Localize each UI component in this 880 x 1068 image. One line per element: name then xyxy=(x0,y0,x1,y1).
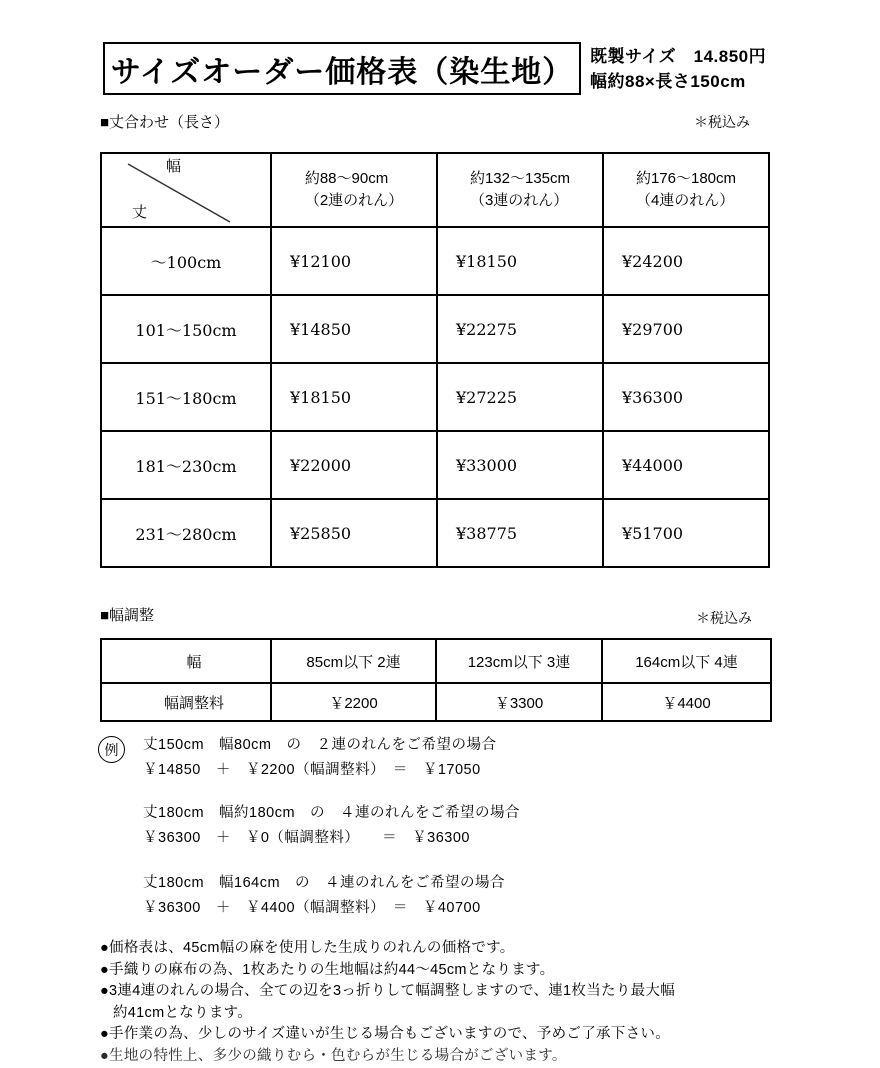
width-table-header-row xyxy=(101,639,771,683)
price-cell: ¥27225 xyxy=(437,363,603,431)
col-header-3panel xyxy=(437,153,603,227)
corner-width-label: 幅 xyxy=(166,158,182,175)
example-item xyxy=(143,733,496,783)
example-condition: 丈180cm 幅164cm の ４連のれんをご希望の場合 xyxy=(143,875,506,891)
ready-made-price: 既製サイズ 14.850円 xyxy=(590,47,767,66)
price-cell: ¥29700 xyxy=(603,295,769,363)
length-table-header-row xyxy=(101,153,769,227)
col-header-panels: （2連のれん） xyxy=(304,192,404,209)
price-cell: ¥24200 xyxy=(603,227,769,295)
note-line: ●手織りの麻布の為、1枚あたりの生地幅は約44～45cmとなります。 xyxy=(100,961,555,978)
row-label: 101～150cm xyxy=(101,295,271,363)
price-cell: ¥22000 xyxy=(271,431,437,499)
note-line-continuation: 約41cmとなります。 xyxy=(113,1004,253,1021)
width-fee-label: 幅調整料 xyxy=(101,683,271,721)
width-header-label: 幅 xyxy=(101,639,271,683)
diagonal-line xyxy=(102,154,268,226)
corner-length-label: 丈 xyxy=(132,204,148,221)
price-cell: ¥25850 xyxy=(271,499,437,567)
row-label: 151～180cm xyxy=(101,363,271,431)
col-header-4panel xyxy=(603,153,769,227)
price-cell: ¥18150 xyxy=(271,363,437,431)
tax-note-length: ＊税込み xyxy=(694,114,750,130)
notes-section xyxy=(100,938,676,1064)
tax-note-width: ＊税込み xyxy=(696,610,752,626)
col-header-panels: （3連のれん） xyxy=(469,192,569,209)
example-condition: 丈150cm 幅80cm の ２連のれんをご希望の場合 xyxy=(143,737,497,753)
price-cell: ¥18150 xyxy=(437,227,603,295)
price-cell: ¥22275 xyxy=(437,295,603,363)
col-header-range: 約132～135cm xyxy=(469,170,571,187)
row-label: ～100cm xyxy=(101,227,271,295)
example-calculation: ￥36300 ＋ ￥4400（幅調整料） ＝ ￥40700 xyxy=(143,900,481,916)
table-row xyxy=(101,363,769,431)
price-cell: ¥14850 xyxy=(271,295,437,363)
corner-cell xyxy=(101,153,271,227)
price-cell: ¥44000 xyxy=(603,431,769,499)
width-col-2panel: 85cm以下 2連 xyxy=(271,639,436,683)
price-cell: ¥12100 xyxy=(271,227,437,295)
ready-made-size: 幅約88×長さ150cm xyxy=(590,72,746,91)
price-cell: ¥51700 xyxy=(603,499,769,567)
note-line-clipped: ●生地の特性上、多少の織りむら・色むらが生じる場合がございます。 xyxy=(100,1047,567,1064)
width-fee-cell: ￥2200 xyxy=(271,683,436,721)
example-item xyxy=(143,871,505,921)
width-fee-cell: ￥3300 xyxy=(436,683,602,721)
example-condition: 丈180cm 幅約180cm の ４連のれんをご希望の場合 xyxy=(143,805,521,821)
col-header-2panel xyxy=(271,153,437,227)
price-cell: ¥33000 xyxy=(437,431,603,499)
price-cell: ¥38775 xyxy=(437,499,603,567)
note-line: ●価格表は、45cm幅の麻を使用した生成りのれんの価格です。 xyxy=(100,940,515,956)
table-row xyxy=(101,295,769,363)
example-item xyxy=(143,801,520,851)
row-label: 181～230cm xyxy=(101,431,271,499)
page-title: サイズオーダー価格表（染生地） xyxy=(110,55,574,89)
table-row xyxy=(101,227,769,295)
example-badge xyxy=(98,736,125,763)
ready-made-info xyxy=(590,44,766,94)
section-length-label: ■丈合わせ（長さ） xyxy=(100,114,230,131)
width-col-4panel: 164cm以下 4連 xyxy=(602,639,771,683)
table-row xyxy=(101,431,769,499)
col-header-range: 約88～90cm xyxy=(304,170,389,187)
width-adjust-table xyxy=(100,638,772,722)
title-box xyxy=(103,42,581,95)
width-table-value-row xyxy=(101,683,771,721)
table-row xyxy=(101,499,769,567)
example-badge-label: 例 xyxy=(104,741,119,758)
note-line: ●3連4連のれんの場合、全ての辺を3っ折りして幅調整しますので、連1枚当たり最大幅 xyxy=(100,983,676,1000)
width-fee-cell: ￥4400 xyxy=(602,683,771,721)
row-label: 231～280cm xyxy=(101,499,271,567)
width-col-3panel: 123cm以下 3連 xyxy=(436,639,602,683)
col-header-range: 約176～180cm xyxy=(635,170,737,187)
example-calculation: ￥14850 ＋ ￥2200（幅調整料） ＝ ￥17050 xyxy=(143,762,481,778)
example-calculation: ￥36300 ＋ ￥0（幅調整料） ＝ ￥36300 xyxy=(143,830,470,846)
price-cell: ¥36300 xyxy=(603,363,769,431)
col-header-panels: （4連のれん） xyxy=(635,192,735,209)
length-price-table xyxy=(100,152,770,568)
section-width-label: ■幅調整 xyxy=(100,607,155,624)
note-line: ●手作業の為、少しのサイズ違いが生じる場合もございますので、予めご了承下さい。 xyxy=(100,1026,671,1043)
